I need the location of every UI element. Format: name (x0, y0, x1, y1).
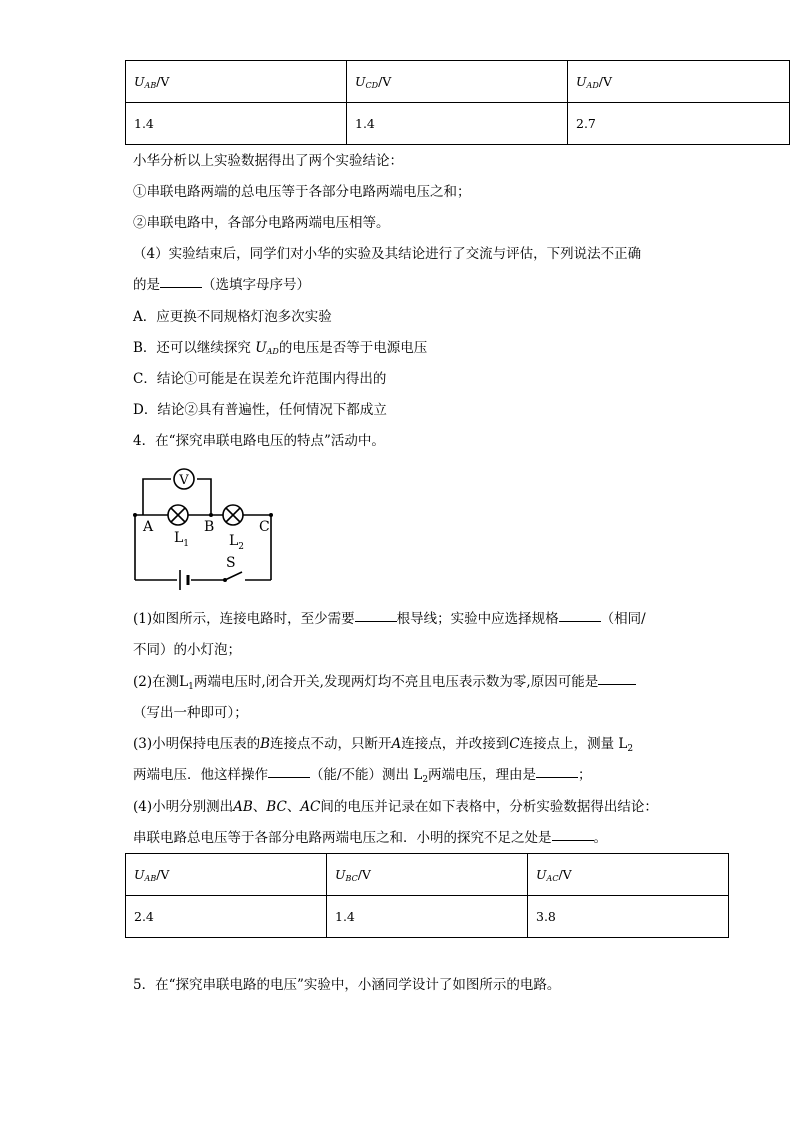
part-3-line2: 两端电压．他这样操作 （能/不能）测出 $L_2$两端电压，理由是 ； (133, 767, 592, 785)
table-cell: 1.4 (327, 896, 528, 938)
part-2-line2: （写出一种即可）； (133, 705, 248, 721)
answer-blank (355, 620, 397, 622)
option-d: D．结论②具有普遍性，任何情况下都成立 (133, 402, 387, 418)
table-cell: 2.7 (568, 103, 790, 145)
table-header-row (126, 61, 790, 103)
table-cell: 1.4 (347, 103, 568, 145)
label-s: S (226, 555, 236, 571)
option-b: B．还可以继续探究 $U_{AD}$的电压是否等于电源电压 (133, 340, 428, 356)
answer-blank (160, 286, 202, 288)
part-2-line1: (2)在测$L_1$两端电压时,闭合开关,发现两灯均不亮且电压表示数为零,原因可能是 (133, 673, 636, 696)
node-c (269, 513, 273, 517)
voltmeter-wire-right (197, 479, 211, 515)
header-cell: $U_{AB}/V$ (126, 61, 347, 103)
answer-blank (559, 620, 601, 622)
node-a (133, 513, 137, 517)
header-cell: $U_{AB}/V$ (126, 854, 327, 896)
conclusion-1: ①串联电路两端的总电压等于各部分电路两端电压之和； (133, 184, 471, 200)
label-a: A (143, 519, 154, 535)
label-c: C (259, 519, 270, 535)
question-5-title: 5．在“探究串联电路的电压”实验中，小涵同学设计了如图所示的电路。 (133, 977, 561, 993)
label-l1: $L_1$ (174, 530, 190, 549)
option-c: C．结论①可能是在误差允许范围内得出的 (133, 371, 387, 387)
header-cell: $U_{AD}/V$ (568, 61, 790, 103)
option-a: A．应更换不同规格灯泡多次实验 (133, 309, 332, 325)
question-4-line1: （4）实验结束后，同学们对小华的实验及其结论进行了交流与评估，下列说法不正确 (133, 246, 642, 262)
header-cell: $U_{AC}/V$ (528, 854, 729, 896)
table-header-row (126, 854, 729, 896)
part-4-line1: (4)小明分别测出AB、BC、AC间的电压并记录在如下表格中，分析实验数据得出结论： (133, 799, 658, 815)
table-cell: 2.4 (126, 896, 327, 938)
header-cell: $U_{BC}/V$ (327, 854, 528, 896)
part-4-line2: 串联电路总电压等于各部分电路两端电压之和．小明的探究不足之处是 。 (133, 830, 607, 846)
question-4-line2: 的是 （选填字母序号） (133, 277, 310, 293)
circuit-diagram (125, 462, 285, 592)
header-cell: $U_{CD}/V$ (347, 61, 568, 103)
part-1-line1: (1)如图所示，连接电路时，至少需要 根导线；实验中应选择规格 （相同/ (133, 611, 646, 627)
answer-blank (598, 683, 636, 685)
table-row (126, 896, 729, 938)
conclusion-intro: 小华分析以上实验数据得出了两个实验结论： (133, 153, 403, 169)
part-3-line1: (3)小明保持电压表的B连接点不动，只断开A连接点，并改接到C连接点上，测量 $L_2$ (133, 736, 634, 754)
label-b: B (204, 519, 215, 535)
voltmeter-label: V (179, 473, 189, 488)
answer-blank (536, 776, 578, 778)
table-1 (125, 60, 790, 145)
voltmeter-wire-left (143, 479, 171, 515)
answer-blank (552, 839, 594, 841)
label-l2: $L_2$ (229, 533, 245, 552)
answer-blank (268, 776, 310, 778)
conclusion-2: ②串联电路中，各部分电路两端电压相等。 (133, 215, 390, 231)
switch-pivot (223, 578, 227, 582)
table-cell: 1.4 (126, 103, 347, 145)
table-row (126, 103, 790, 145)
switch-blade (225, 572, 242, 580)
table-2 (125, 853, 729, 938)
part-1-line2: 不同）的小灯泡； (133, 642, 241, 658)
question-4-title: 4．在“探究串联电路电压的特点”活动中。 (133, 433, 385, 449)
node-b (209, 513, 213, 517)
table-cell: 3.8 (528, 896, 729, 938)
